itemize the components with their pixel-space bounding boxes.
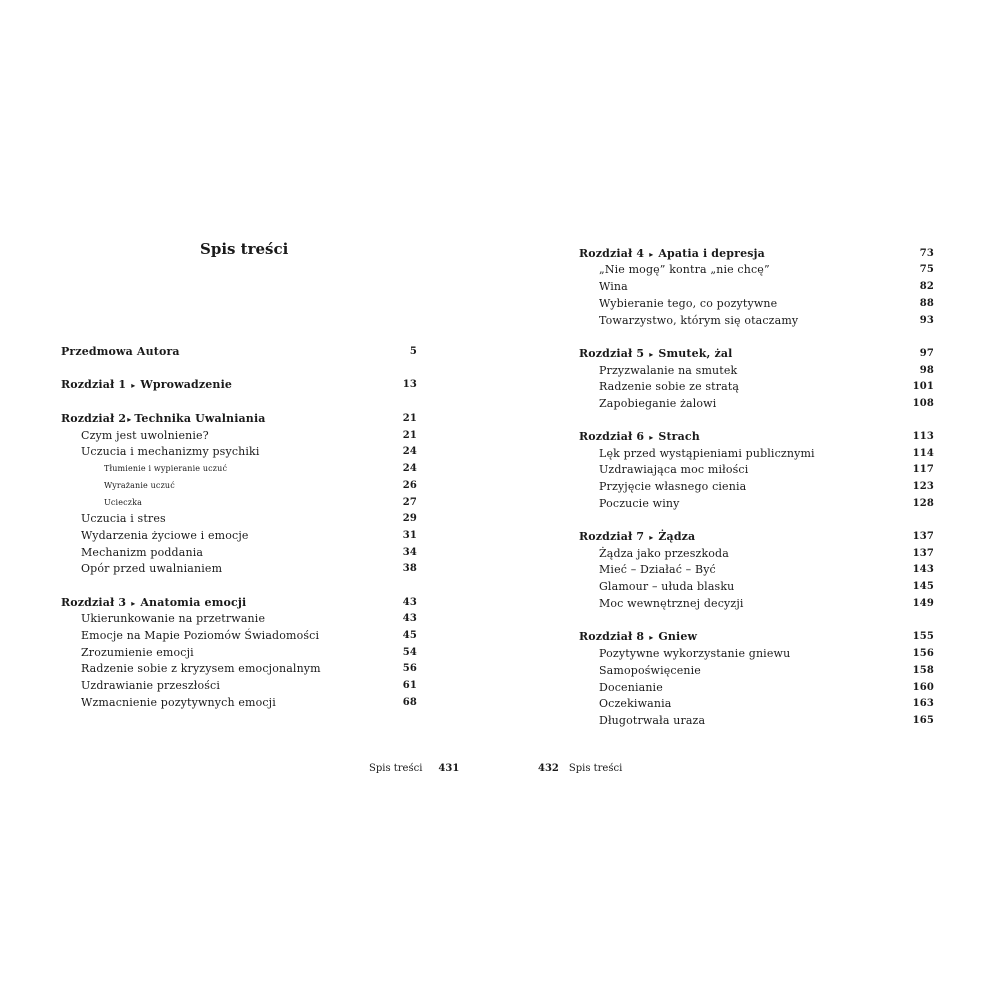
arrow-right-icon: ▸ — [131, 598, 136, 608]
toc-label: „Nie mogę” kontra „nie chcę” — [599, 263, 770, 276]
toc-page-number: 82 — [919, 281, 934, 292]
toc-page-number: 38 — [402, 563, 417, 574]
toc-label: Uczucia i stres — [81, 512, 166, 525]
toc-page-number: 54 — [402, 647, 417, 658]
chapter-name: Apatia i depresja — [658, 247, 765, 260]
toc-page-number: 114 — [912, 448, 934, 459]
right-page — [500, 0, 1000, 1000]
toc-entry[interactable] — [599, 395, 934, 412]
toc-page-number: 98 — [919, 365, 934, 376]
chapter-prefix: Rozdział 3 — [61, 596, 127, 609]
toc-page-number: 56 — [402, 663, 417, 674]
toc-subentry[interactable] — [104, 460, 417, 477]
toc-page-number: 160 — [912, 682, 934, 693]
toc-page-number: 123 — [912, 481, 934, 492]
toc-label: Długotrwała uraza — [599, 714, 706, 727]
toc-label: Emocje na Mapie Poziomów Świadomości — [81, 629, 320, 642]
toc-page-number: 88 — [919, 298, 934, 309]
chapter-name: Smutek, żal — [658, 347, 733, 360]
toc-entry[interactable] — [599, 695, 934, 712]
toc-entry[interactable] — [599, 679, 934, 696]
toc-page-number: 26 — [402, 480, 417, 491]
toc-page-number: 29 — [402, 513, 417, 524]
toc-entry[interactable] — [599, 712, 934, 729]
toc-chapter-8[interactable] — [579, 628, 934, 645]
toc-page-number: 156 — [912, 648, 934, 659]
toc-label: Radzenie sobie z kryzysem emocjonalnym — [81, 662, 321, 675]
chapter-prefix: Rozdział 2 — [61, 412, 127, 425]
toc-label: Radzenie sobie ze stratą — [599, 380, 740, 393]
toc-label: Moc wewnętrznej decyzji — [599, 597, 744, 610]
toc-label: Uzdrawiająca moc miłości — [599, 463, 749, 476]
chapter-prefix: Rozdział 8 — [579, 630, 645, 643]
toc-entry[interactable] — [599, 495, 934, 512]
page-title: Spis treści — [200, 240, 289, 258]
toc-page-number: 101 — [912, 381, 934, 392]
toc-label: Zapobieganie żalowi — [599, 397, 717, 410]
toc-page-number: 45 — [402, 630, 417, 641]
arrow-right-icon: ▸ — [649, 249, 654, 259]
toc-page-number: 137 — [912, 548, 934, 559]
toc-chapter-7[interactable] — [579, 528, 934, 545]
toc-entry[interactable] — [81, 610, 417, 627]
toc-chapter-1[interactable] — [61, 376, 417, 393]
toc-page-number: 163 — [912, 698, 934, 709]
toc-entry[interactable] — [81, 544, 417, 561]
page-footer — [369, 763, 459, 774]
toc-label: Wydarzenia życiowe i emocje — [81, 529, 249, 542]
toc-entry[interactable] — [599, 478, 934, 495]
toc-page-number: 75 — [919, 264, 934, 275]
arrow-right-icon: ▸ — [649, 349, 654, 359]
toc-label: Lęk przed wystąpieniami publicznymi — [599, 447, 815, 460]
toc-label: Wina — [599, 280, 628, 293]
toc-page-number: 34 — [402, 547, 417, 558]
toc-entry[interactable] — [599, 295, 934, 312]
toc-label: Tłumienie i wypieranie uczuć — [104, 464, 228, 473]
toc-page-number: 43 — [402, 613, 417, 624]
toc-entry[interactable] — [81, 694, 417, 711]
footer-label: Spis treści — [568, 763, 623, 774]
toc-entry[interactable] — [599, 378, 934, 395]
toc-label: Opór przed uwalnianiem — [81, 562, 223, 575]
toc-label: Pozytywne wykorzystanie gniewu — [599, 647, 791, 660]
chapter-name: Technika Uwalniania — [134, 412, 266, 425]
toc-subentry[interactable] — [104, 494, 417, 511]
footer-label: Spis treści — [369, 763, 423, 774]
toc-entry[interactable] — [81, 677, 417, 694]
toc-label: Żądza jako przeszkoda — [599, 547, 729, 560]
chapter-name: Żądza — [658, 530, 696, 543]
toc-label: Mechanizm poddania — [81, 546, 204, 559]
toc-page-number: 108 — [912, 398, 934, 409]
toc-entry[interactable] — [599, 278, 934, 295]
toc-chapter-2[interactable] — [61, 410, 417, 427]
toc-entry[interactable] — [599, 261, 934, 278]
toc-entry[interactable] — [599, 595, 934, 612]
toc-page-number: 97 — [919, 348, 934, 359]
toc-entry[interactable] — [81, 644, 417, 661]
toc-page-number: 149 — [912, 598, 934, 609]
toc-entry[interactable] — [81, 660, 417, 677]
footer-page-number: 432 — [538, 763, 559, 774]
toc-entry[interactable] — [81, 427, 417, 444]
arrow-right-icon: ▸ — [649, 632, 654, 642]
toc-page-number: 158 — [912, 665, 934, 676]
chapter-prefix: Rozdział 4 — [579, 247, 645, 260]
toc-page-number: 43 — [402, 597, 417, 608]
toc-page-number: 73 — [919, 248, 934, 259]
toc-chapter-4[interactable] — [579, 245, 934, 262]
toc-page-number: 13 — [402, 379, 417, 390]
toc-label: Towarzystwo, którym się otaczamy — [599, 314, 799, 327]
toc-label: Wyrażanie uczuć — [104, 481, 175, 490]
arrow-right-icon: ▸ — [649, 532, 654, 542]
arrow-right-icon: ▸ — [131, 380, 136, 390]
toc-page-number: 27 — [402, 497, 417, 508]
toc-page-number: 143 — [912, 564, 934, 575]
toc-page-number: 24 — [402, 446, 417, 457]
toc-page-number: 117 — [912, 464, 934, 475]
toc-label: Wybieranie tego, co pozytywne — [599, 297, 778, 310]
toc-label: Uzdrawianie przeszłości — [81, 679, 221, 692]
toc-entry[interactable] — [599, 312, 934, 329]
toc-entry[interactable] — [81, 443, 417, 460]
toc-page-number: 113 — [912, 431, 934, 442]
footer-page-number: 431 — [438, 763, 460, 774]
toc-entry[interactable] — [599, 362, 934, 379]
toc-label: Samopoświęcenie — [599, 664, 701, 677]
chapter-prefix: Rozdział 5 — [579, 347, 645, 360]
chapter-prefix: Rozdział 1 — [61, 378, 127, 391]
toc-page-number: 155 — [912, 631, 934, 642]
toc-chapter-3[interactable] — [61, 594, 417, 611]
toc-label: Mieć – Działać – Być — [599, 563, 716, 576]
toc-chapter-5[interactable] — [579, 345, 934, 362]
arrow-right-icon: ▸ — [127, 414, 132, 424]
toc-page-number: 21 — [402, 430, 417, 441]
toc-label: Glamour – ułuda blasku — [599, 580, 735, 593]
toc-entry[interactable] — [599, 445, 934, 462]
toc-subentry[interactable] — [104, 477, 417, 494]
toc-label: Oczekiwania — [599, 697, 672, 710]
toc-label: Ucieczka — [104, 498, 143, 507]
toc-page-number: 24 — [402, 463, 417, 474]
toc-entry[interactable] — [599, 662, 934, 679]
toc-entry[interactable] — [599, 645, 934, 662]
toc-entry[interactable] — [599, 578, 934, 595]
toc-entry[interactable] — [599, 461, 934, 478]
toc-label: Poczucie winy — [599, 497, 680, 510]
toc-label: Uczucia i mechanizmy psychiki — [81, 445, 260, 458]
chapter-prefix: Rozdział 7 — [579, 530, 645, 543]
page-footer — [538, 763, 622, 774]
toc-label: Zrozumienie emocji — [81, 646, 194, 659]
toc-label: Przyzwalanie na smutek — [599, 364, 738, 377]
toc-label: Docenianie — [599, 681, 663, 694]
toc-label: Czym jest uwolnienie? — [81, 429, 209, 442]
toc-entry[interactable] — [81, 627, 417, 644]
chapter-prefix: Rozdział 6 — [579, 430, 645, 443]
arrow-right-icon: ▸ — [649, 432, 654, 442]
toc-entry[interactable] — [599, 561, 934, 578]
chapter-name: Anatomia emocji — [140, 596, 247, 609]
toc-page-number: 165 — [912, 715, 934, 726]
toc-label: Wzmacnienie pozytywnych emocji — [81, 696, 276, 709]
chapter-name: Wprowadzenie — [140, 378, 233, 391]
toc-entry[interactable] — [81, 510, 417, 527]
toc-page-number: 68 — [402, 697, 417, 708]
toc-label: Przyjęcie własnego cienia — [599, 480, 747, 493]
toc-label: Przedmowa Autora — [61, 345, 180, 358]
toc-label: Ukierunkowanie na przetrwanie — [81, 612, 266, 625]
toc-entry[interactable] — [81, 527, 417, 544]
toc-chapter-6[interactable] — [579, 428, 934, 445]
toc-page-number: 128 — [912, 498, 934, 509]
toc-preface[interactable] — [61, 343, 417, 360]
toc-page-number: 145 — [912, 581, 934, 592]
toc-page-number: 137 — [912, 531, 934, 542]
toc-page-number: 61 — [402, 680, 417, 691]
toc-page-number: 21 — [402, 413, 417, 424]
toc-page-number: 93 — [919, 315, 934, 326]
toc-page-number: 5 — [409, 346, 417, 357]
chapter-name: Strach — [658, 430, 700, 443]
toc-entry[interactable] — [599, 545, 934, 562]
toc-page-number: 31 — [402, 530, 417, 541]
toc-entry[interactable] — [81, 560, 417, 577]
chapter-name: Gniew — [658, 630, 698, 643]
